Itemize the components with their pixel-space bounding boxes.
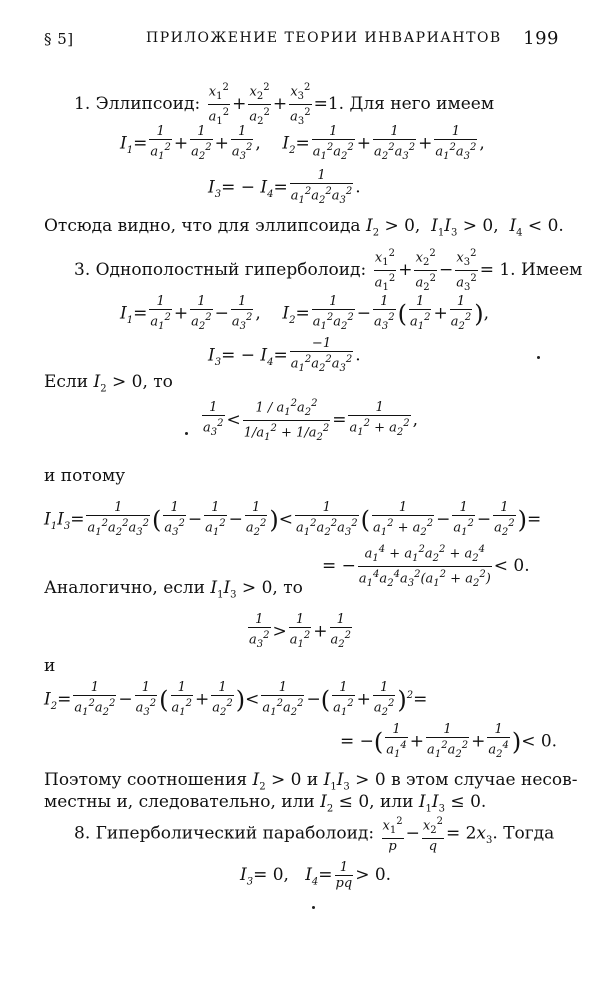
conclusion-line-1: Поэтому соотношения $I_2 > 0$ и $I_1I_3 > 0$ в этом случае несов- [44, 770, 578, 793]
and-line: и [44, 656, 56, 676]
and-therefore: и потому [44, 466, 126, 486]
print-speck [537, 356, 540, 359]
equation-I1-I2-hyperboloid: $I_1=$ $\frac{1}{a_1^2}$ + $\frac{1}{a_2^2}$ − $\frac{1}{a_3^2}$ , $I_2=$ $\frac{1}{a_1^2a_2^2}$ − $\frac{1}{a_3^2}$ ( $\frac{1}{a_1^2}$ + $\frac{1}{a_2^2}$ ), [120, 294, 489, 332]
inequality-compound-fraction: $\frac{1}{a_3^2}$ < $\frac{1 / a_1^2a_2^2}{1/a_1^2 + 1/a_2^2}$ = $\frac{1}{a_1^2 + a_2^2}$ , [203, 398, 419, 443]
item-1-lead: 1. Эллипсоид: [74, 93, 201, 114]
equation-I2-result: = −( $\frac{1}{a_1^4}$ + $\frac{1}{a_1^2a_2^2}$ + $\frac{1}{a_2^4}$ )< 0. [340, 722, 558, 760]
section-marker: § 5] [44, 30, 74, 48]
equation-I1-I2-ellipsoid: $I_1=$ $\frac{1}{a_1^2}$ + $\frac{1}{a_2^2}$ + $\frac{1}{a_3^2}$ , $I_2=$ $\frac{1}{a_1^2a_2^2}$ + $\frac{1}{a_2^2a_3^2}$ + $\frac{1}{a_1^2a_3^2}$ , [120, 124, 485, 162]
equation-I3-hyperboloid: $I_3= - I_4=$ $\frac{-1}{a_1^2a_2^2a_3^2}$ . [208, 336, 361, 374]
equation-I3-ellipsoid: $I_3= - I_4=$ $\frac{1}{a_1^2a_2^2a_3^2}$ . [208, 168, 361, 206]
conclusion-line-2: местны и, следовательно, или $I_2 \le 0$, или $I_1I_3 \le 0$. [44, 792, 487, 815]
equation-I2-bound: $I_2=$ $\frac{1}{a_1^2a_2^2}$ − $\frac{1}{a_3^2}$ ( $\frac{1}{a_1^2}$ + $\frac{1}{a_2^2}$ )< $\frac{1}{a_1^2a_2^2}$ −( $\frac{1}{a_1^2}$ + $\frac{1}{a_2^2}$ )$^2$= [44, 680, 428, 718]
item-1-tail: Для него имеем [349, 93, 495, 114]
item-3-line: 3. Однополостный гиперболоид: $\frac{x_1^2}{a_1^2}$ + $\frac{x_2^2}{a_2^2}$ − $\frac{x_3^2}{a_3^2}$ = 1. Имеем [74, 248, 583, 293]
similarly-line: Аналогично, если $I_1I_3 > 0$, то [44, 578, 303, 601]
page-number: 199 [523, 28, 559, 49]
item-3-tail: Имеем [521, 259, 583, 280]
print-speck [185, 432, 188, 435]
if-I2-line: Если $I_2 > 0$, то [44, 372, 173, 395]
item-8-line: 8. Гиперболический параболоид: $\frac{x_1^2}{p}$ − $\frac{x_2^2}{q}$ = $2x_3$. Тогда [74, 816, 555, 854]
running-title: ПРИЛОЖЕНИЕ ТЕОРИИ ИНВАРИАНТОВ [146, 30, 502, 46]
inequality-reciprocal: $\frac{1}{a_3^2}$ > $\frac{1}{a_1^2}$ + $\frac{1}{a_2^2}$ [249, 612, 352, 650]
item-1-line: 1. Эллипсоид: $\frac{x_1^2}{a_1^2}$ + $\frac{x_2^2}{a_2^2}$ + $\frac{x_3^2}{a_3^2}$ =1. Для него имеем [74, 82, 495, 127]
item-8-tail: Тогда [503, 823, 555, 844]
print-speck [312, 906, 315, 909]
ellipsoid-conclusion: Отсюда видно, что для эллипсоида $I_2 > 0$, $I_1I_3 > 0$, $I_4 < 0$. [44, 216, 564, 239]
equation-I1I3-product: $I_1I_3=$ $\frac{1}{a_1^2a_2^2a_3^2}$ ( $\frac{1}{a_3^2}$ − $\frac{1}{a_1^2}$ − $\frac{1}{a_2^2}$ )< $\frac{1}{a_1^2a_2^2a_3^2}$ ( $\frac{1}{a_1^2 + a_2^2}$ − $\frac{1}{a_1^2}$ − $\frac{1}{a_2^2}$ )= [44, 500, 542, 538]
equation-I3-I4-paraboloid: $I_3= 0$, $I_4=$ $\frac{1}{pq}$ > 0. [240, 860, 392, 891]
item-8-lead: 8. Гиперболический параболоид: [74, 823, 375, 844]
item-3-lead: 3. Однополостный гиперболоид: [74, 259, 367, 280]
equation-I1I3-result: = − $\frac{a_1^4 + a_1^2a_2^2 + a_2^4}{a_1^4a_2^4a_3^2(a_1^2 + a_2^2)}$ < 0. [322, 544, 530, 589]
